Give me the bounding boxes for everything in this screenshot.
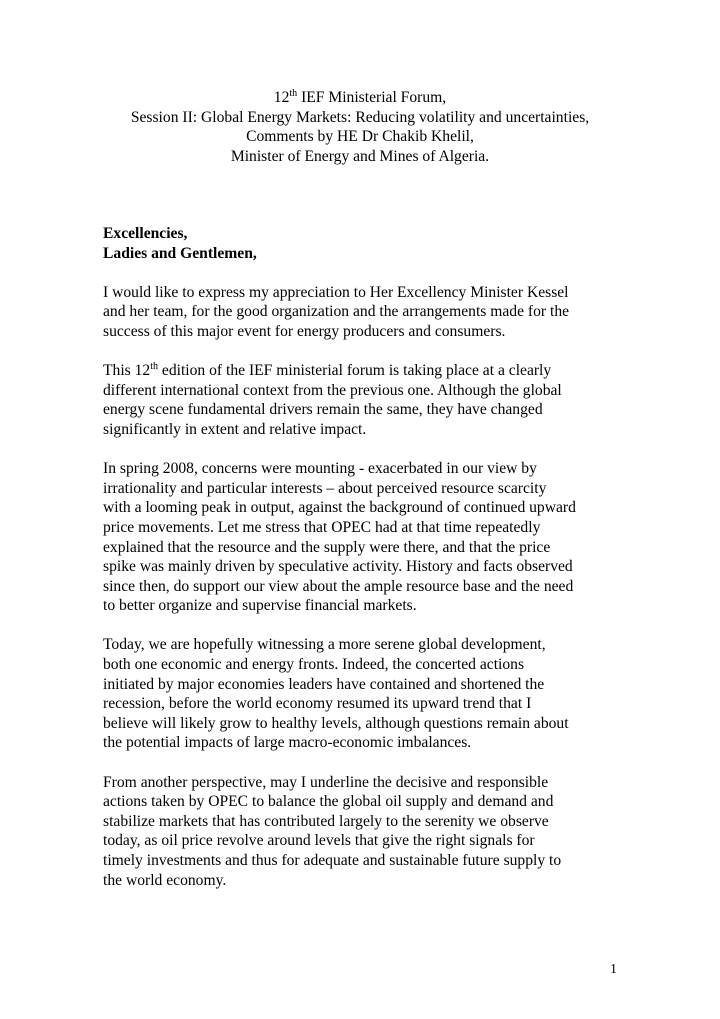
paragraph-4 [103,635,623,753]
paragraph-line: today, as oil price revolve around levels that give the right signals for [103,832,535,850]
salutation-line-1: Excellencies, [103,225,188,242]
paragraph-line: to better organize and supervise financial markets. [103,597,417,615]
header-session-title: Session II: Global Energy Markets: Reducing volatility and uncertainties, [130,108,590,126]
ordinal-suffix: th [150,361,158,373]
paragraph-line: irrationality and particular interests – about perceived resource scarcity [103,479,547,497]
paragraph-line: the potential impacts of large macro-economic imbalances. [103,734,472,752]
salutation [103,224,623,263]
page-number: 1 [610,962,617,977]
paragraph-5 [103,773,623,891]
salutation-line-2: Ladies and Gentlemen, [103,244,257,262]
paragraph-line: I would like to express my appreciation to Her Excellency Minister Kessel [103,283,569,301]
paragraph-line: significantly in extent and relative impact. [103,420,367,438]
paragraph-text: This 12 [103,362,151,380]
document-body [103,224,623,890]
paragraph-line: price movements. Let me stress that OPEC had at that time repeatedly [103,518,541,536]
paragraph-line: spike was mainly driven by speculative activity. History and facts observed [103,558,573,576]
paragraph-line: both one economic and energy fronts. Indeed, the concerted actions [103,656,525,674]
paragraph-line: initiated by major economies leaders have contained and shortened the [103,675,545,693]
paragraph-1 [103,283,623,342]
paragraph-line: since then, do support our view about the ample resource base and the need [103,577,574,595]
paragraph-line: actions taken by OPEC to balance the global oil supply and demand and [103,793,554,811]
header-speaker-role: Minister of Energy and Mines of Algeria. [230,147,490,165]
paragraph-2 [103,361,623,439]
paragraph-line: and her team, for the good organization and the arrangements made for the [103,303,570,321]
paragraph-line: success of this major event for energy producers and consumers. [103,322,506,340]
header-forum-number: 12 [273,89,290,106]
paragraph-line: with a looming peak in output, against the background of continued upward [103,499,576,517]
paragraph-line: In spring 2008, concerns were mounting - exacerbated in our view by [103,460,537,478]
paragraph-line: explained that the resource and the supply were there, and that the price [103,538,551,556]
header-speaker: Comments by HE Dr Chakib Khelil, [246,128,474,146]
document-header [0,88,720,166]
paragraph-line: From another perspective, may I underline the decisive and responsible [103,773,549,791]
header-ordinal-suffix: th [289,88,298,99]
paragraph-line [103,361,623,381]
paragraph-line: stabilize markets that has contributed largely to the serenity we observe [103,812,549,830]
header-forum-name: IEF Ministerial Forum, [297,89,447,106]
paragraph-line: the world economy. [103,871,227,889]
paragraph-line: energy scene fundamental drivers remain the same, they have changed [103,401,543,419]
paragraph-3 [103,459,623,616]
paragraph-line: different international context from the previous one. Although the global [103,381,562,399]
paragraph-line: timely investments and thus for adequate and sustainable future supply to [103,852,562,869]
paragraph-line: believe will likely grow to healthy levels, although questions remain about [103,714,569,732]
header-forum-title [0,88,720,108]
paragraph-line: recession, before the world economy resumed its upward trend that I [103,695,532,713]
paragraph-text: edition of the IEF ministerial forum is taking place at a clearly [158,362,552,380]
paragraph-line: Today, we are hopefully witnessing a more serene global development, [103,636,546,654]
